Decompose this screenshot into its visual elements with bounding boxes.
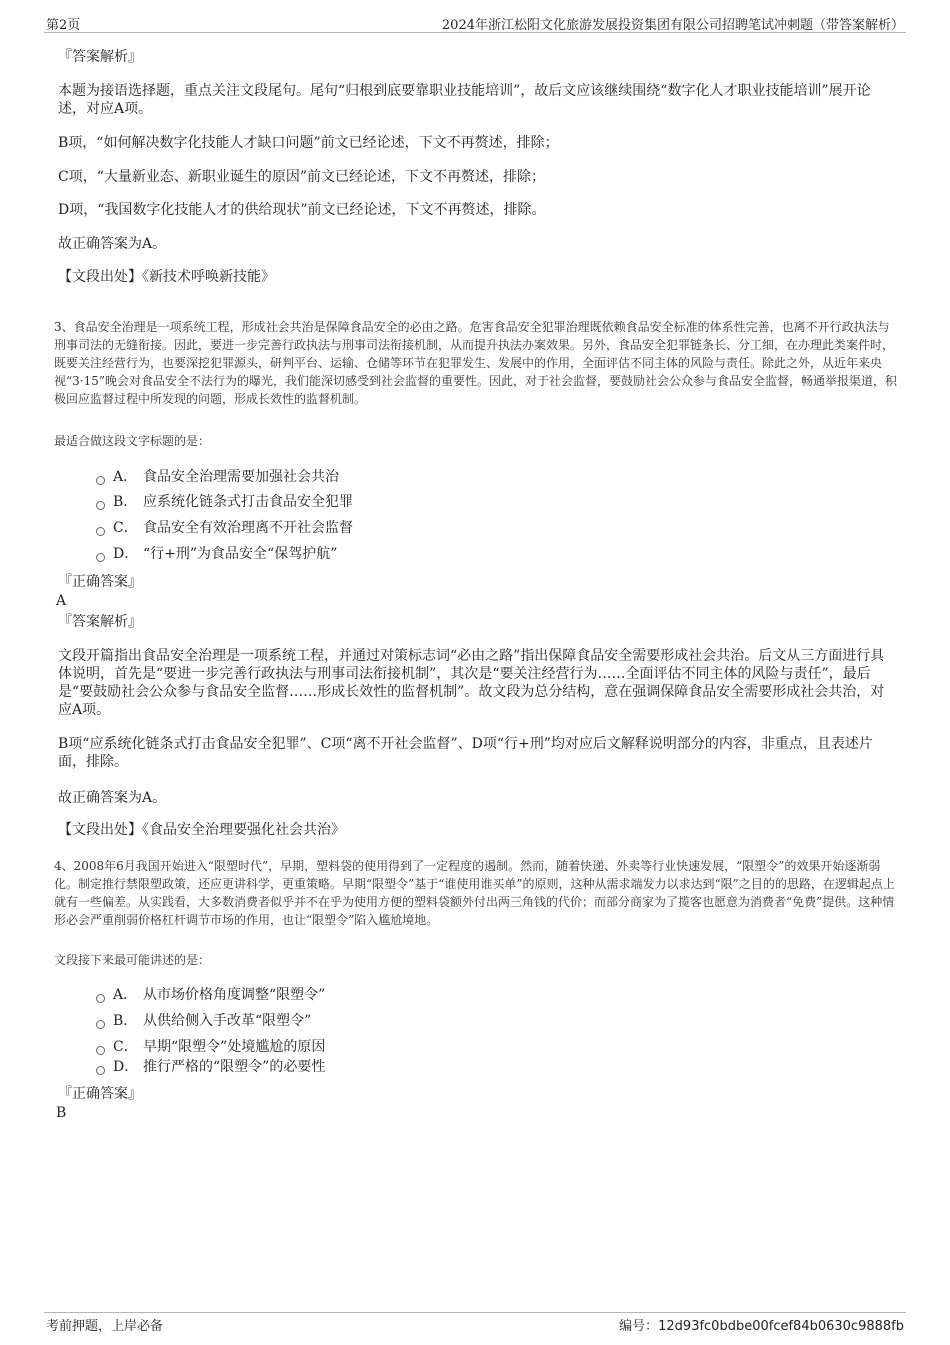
q4-option-c[interactable]: C． 早期“限塑令”处境尴尬的原因 (96, 1038, 325, 1056)
q2-analysis-label: 『答案解析』 (58, 49, 142, 65)
radio-icon[interactable] (96, 476, 105, 485)
radio-icon[interactable] (96, 1020, 105, 1029)
q3-analysis-para-2: B项“应系统化链条式打击食品安全犯罪”、C项“离不开社会监督”、D项“行+刑”均对应后文解释说明部分的内容，非重点，且表述片面，排除。 (58, 736, 873, 770)
page-footer (44, 1312, 906, 1333)
q2-analysis-para-3: C项，“大量新业态、新职业诞生的原因”前文已经论述，下文不再赘述，排除； (58, 169, 546, 185)
q3-prompt: 最适合做这段文字标题的是： (54, 434, 211, 448)
q4-passage: 4、2008年6月我国开始进入“限塑时代”，早期，塑料袋的使用得到了一定程度的遏制。然而，随着快递、外卖等行业快速发展，“限塑令”的效果开始逐渐弱化。制定推行禁限塑政策，还应更讲科学，更重策略。早期“限塑令”基于“谁使用谁买单”的原则，这种从需求端发力以求达到“限”之目的的思路，在逻辑起点上就有一些偏差。从实践看，大多数消费者似乎并不在乎为使用方便的塑料袋额外付出两三角钱的代价；而部分商家为了揽客也愿意为消费者“免费”提供。这种情形必会严重削弱价格杠杆调节市场的作用，也让“限塑令”陷入尴尬境地。 (54, 859, 895, 927)
q3-passage: 3、食品安全治理是一项系统工程，形成社会共治是保障食品安全的必由之路。危害食品安全犯罪治理既依赖食品安全标准的体系性完善，也离不开行政执法与刑事司法的无缝衔接。因此，要进一步完善行政执法与刑事司法衔接机制，从而提升执法办案效果。另外，食品安全犯罪链条长、分工细，在办理此类案件时，既要关注经营行为，也要深挖犯罪源头，研判平台、运输、仓储等环节在犯罪发生、发展中的作用，全面评估不同主体的风险与责任。除此之外，从近年来央视“3·15”晚会对食品安全不法行为的曝光，我们能深切感受到社会监督的重要性。因此，对于社会监督，要鼓励社会公众参与食品安全监督，畅通举报渠道，积极回应监督过程中所发现的问题，形成长效性的监督机制。 (54, 320, 897, 406)
q3-source: 【文段出处】《食品安全治理要强化社会共治》 (58, 822, 345, 838)
q4-answer: B (56, 1105, 67, 1121)
radio-icon[interactable] (96, 527, 105, 536)
q4-option-b[interactable]: B． 从供给侧入手改革“限塑令” (96, 1012, 311, 1030)
page-header (44, 14, 906, 33)
footer-slogan: 考前押题，上岸必备 (46, 1319, 164, 1334)
radio-icon[interactable] (96, 1046, 105, 1055)
q3-option-b[interactable]: B． 应系统化链条式打击食品安全犯罪 (96, 493, 353, 511)
radio-icon[interactable] (96, 501, 105, 510)
q3-answer-label: 『正确答案』 (58, 574, 142, 590)
q2-conclusion: 故正确答案为A。 (58, 236, 167, 252)
document-code: 编号：12d93fc0bdbe00fcef84b0630c9888fb (619, 1319, 904, 1334)
q3-option-a[interactable]: A． 食品安全治理需要加强社会共治 (96, 468, 339, 486)
document-title: 2024年浙江松阳文化旅游发展投资集团有限公司招聘笔试冲刺题（带答案解析） (441, 18, 904, 33)
q2-analysis-para-2: B项，“如何解决数字化技能人才缺口问题”前文已经论述，下文不再赘述，排除； (58, 135, 559, 151)
q3-analysis-para-1: 文段开篇指出食品安全治理是一项系统工程，并通过对策标志词“必由之路”指出保障食品安全需要形成社会共治。后文从三方面进行具体说明，首先是“要进一步完善行政执法与刑事司法衔接机制”，其次是“要关注经营行为……全面评估不同主体的风险与责任”，最后是“要鼓励社会公众参与食品安全监督……形成长效性的监督机制”。故文段为总分结构，意在强调保障食品安全需要形成社会共治，对应A项。 (58, 648, 885, 718)
q3-answer: A (56, 593, 67, 609)
radio-icon[interactable] (96, 994, 105, 1003)
q4-answer-label: 『正确答案』 (58, 1086, 142, 1102)
q2-analysis-para-1: 本题为接语选择题，重点关注文段尾句。尾句“归根到底要靠职业技能培训”，故后文应该继续围绕“数字化人才职业技能培训”展开论述，对应A项。 (58, 83, 871, 117)
q2-source: 【文段出处】《新技术呼唤新技能》 (58, 269, 275, 285)
page-number: 第2页 (46, 18, 81, 33)
q3-analysis-label: 『答案解析』 (58, 614, 142, 630)
q2-analysis-para-4: D项，“我国数字化技能人才的供给现状”前文已经论述，下文不再赘述，排除。 (58, 202, 546, 218)
q3-option-c[interactable]: C． 食品安全有效治理离不开社会监督 (96, 519, 353, 537)
q4-option-a[interactable]: A． 从市场价格角度调整“限塑令” (96, 986, 325, 1004)
q3-conclusion: 故正确答案为A。 (58, 790, 167, 806)
radio-icon[interactable] (96, 1066, 105, 1075)
q3-option-d[interactable]: D． “行+刑”为食品安全“保驾护航” (96, 545, 337, 563)
q4-prompt: 文段接下来最可能讲述的是： (54, 953, 211, 967)
q4-option-d[interactable]: D． 推行严格的“限塑令”的必要性 (96, 1058, 325, 1076)
radio-icon[interactable] (96, 553, 105, 562)
